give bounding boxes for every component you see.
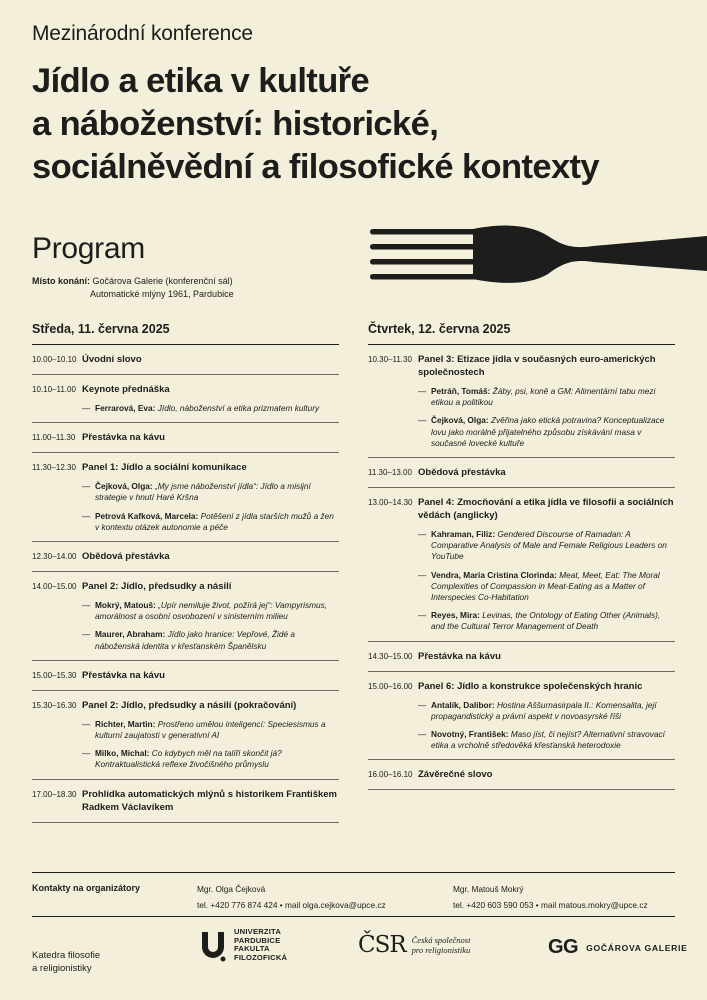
block-title: Úvodní slovo bbox=[82, 354, 142, 365]
talk-item bbox=[418, 610, 675, 632]
dash-icon: — bbox=[82, 600, 91, 611]
block-time: 11.30–12.30 bbox=[32, 463, 76, 473]
conference-subtitle: Mezinárodní konference bbox=[32, 22, 253, 45]
upce-line: FILOZOFICKÁ bbox=[234, 952, 288, 962]
block-title: Panel 1: Jídlo a sociální komunikace bbox=[82, 462, 247, 474]
venue-line-1: Gočárova Galerie (konferenční sál) bbox=[92, 276, 233, 286]
block-title: Prohlídka automatických mlýnů s historikem Františkem Radkem Václavíkem bbox=[82, 788, 337, 813]
block-time: 10.30–11.30 bbox=[368, 355, 412, 364]
block-title: Přestávka na kávu bbox=[82, 669, 165, 681]
csr-line-2: pro religionistiku bbox=[411, 945, 471, 955]
csr-mark: ČSR bbox=[358, 932, 406, 958]
contact-line: tel. +420 603 590 053 • mail matous.mokry@upce.cz bbox=[453, 900, 648, 910]
day-heading: Čtvrtek, 12. června 2025 bbox=[368, 322, 675, 345]
talk-author: Kahraman, Filiz: bbox=[431, 529, 496, 540]
talk-author: Novotný, František: bbox=[431, 729, 509, 740]
block-title: Panel 6: Jídlo a konstrukce společenských hranic bbox=[418, 680, 643, 692]
block-time: 14.00–15.00 bbox=[32, 582, 77, 592]
upce-line: UNIVERZITA bbox=[234, 927, 281, 936]
schedule-block bbox=[32, 542, 339, 572]
day-column-wednesday bbox=[32, 322, 339, 823]
dash-icon: — bbox=[418, 699, 427, 710]
schedule-block bbox=[368, 642, 675, 672]
divider bbox=[32, 916, 675, 917]
dash-icon: — bbox=[418, 529, 427, 540]
block-time: 11.00–11.30 bbox=[32, 433, 76, 443]
dash-icon: — bbox=[82, 718, 91, 729]
title-line-2: a náboženství: historické, bbox=[32, 105, 439, 143]
dash-icon: — bbox=[418, 569, 427, 580]
upce-emblem-icon bbox=[198, 928, 228, 962]
contact-name: Mgr. Olga Čejková bbox=[197, 884, 266, 894]
conference-title bbox=[32, 60, 599, 189]
talk-topic: Co kdybych měl na talíři skončit já? Kontraktualistická reflexe živočišného průmyslu bbox=[95, 748, 282, 770]
schedule-block bbox=[368, 458, 675, 488]
dash-icon: — bbox=[418, 386, 427, 396]
dash-icon: — bbox=[418, 729, 427, 740]
talk-topic: Jídlo, náboženství a etika prizmatem kultury bbox=[157, 403, 320, 413]
talk-topic: „My jsme náboženství jídla“: Jídlo a misijní strategie v hnutí Haré Kršna bbox=[95, 481, 311, 503]
talk-topic: Hostina Aššurnasirpala II.: Komensalita, její propagandistický a právní aspekt v novoasyrské říši bbox=[431, 699, 657, 721]
csr-line-1: Česká společnost bbox=[411, 935, 471, 945]
block-time: 10.10–11.00 bbox=[32, 385, 76, 394]
talk-topic: Prostřeno umělou inteligencí: Speciesismus a kulturní zaujatosti v generativní AI bbox=[95, 718, 326, 741]
block-title: Závěrečné slovo bbox=[418, 769, 493, 781]
schedule-block bbox=[32, 780, 339, 823]
venue bbox=[32, 275, 234, 301]
talk-topic: Maso jíst, či nejíst? Alternativní stravovací etika a vrcholně středověká křesťanská heterodoxie bbox=[431, 729, 665, 751]
schedule-block bbox=[32, 453, 339, 542]
talk-topic: Jídlo jako hranice: Vepřové, Židé a náboženská identita v křesťanském Španělsku bbox=[95, 629, 296, 651]
divider bbox=[32, 872, 675, 873]
dash-icon: — bbox=[82, 629, 91, 640]
day-column-thursday bbox=[368, 322, 675, 790]
block-title: Panel 2: Jídlo, předsudky a násilí (pokračování) bbox=[82, 699, 297, 711]
talk-author: Reyes, Mira: bbox=[431, 610, 480, 621]
gocarova-galerie-logo bbox=[548, 936, 688, 959]
block-title: Panel 4: Zmocňování a etika jídla ve filosofii a sociálních vědách (anglicky) bbox=[418, 497, 674, 522]
talk-author: Antalík, Dalibor: bbox=[431, 699, 495, 710]
block-time: 16.00–16.10 bbox=[368, 770, 413, 780]
schedule-block bbox=[32, 345, 339, 375]
schedule-block bbox=[368, 672, 675, 761]
talk-topic: Potěšení z jídla starších mužů a žen v kontextu otázek autonomie a péče bbox=[95, 510, 334, 532]
upce-line: FAKULTA bbox=[234, 944, 270, 954]
block-title: Panel 2: Jídlo, předsudky a násilí bbox=[82, 581, 232, 593]
contact-line: tel. +420 776 874 424 • mail olga.cejkova@upce.cz bbox=[197, 900, 386, 910]
talk-item bbox=[82, 481, 339, 503]
contacts-label: Kontakty na organizátory bbox=[32, 883, 141, 893]
title-line-1: Jídlo a etika v kultuře bbox=[32, 62, 370, 100]
talk-item bbox=[82, 403, 339, 414]
dash-icon: — bbox=[418, 415, 427, 426]
talk-item bbox=[418, 729, 675, 751]
schedule-block bbox=[32, 691, 339, 780]
block-time: 14.30–15.00 bbox=[368, 651, 413, 661]
schedule-block bbox=[368, 488, 675, 642]
block-title: Obědová přestávka bbox=[418, 467, 506, 479]
katedra-logo bbox=[32, 949, 100, 975]
talk-item bbox=[418, 415, 675, 449]
talk-item bbox=[82, 511, 339, 533]
block-time: 15.00–15.30 bbox=[32, 670, 77, 680]
block-time: 12.30–14.00 bbox=[32, 552, 77, 562]
talk-author: Vendra, Maria Cristina Clorinda: bbox=[431, 569, 557, 580]
block-title: Přestávka na kávu bbox=[418, 650, 501, 662]
upce-line: PARDUBICE bbox=[234, 935, 281, 945]
talk-author: Richter, Martin: bbox=[95, 718, 156, 729]
talk-author: Ferrarová, Eva: bbox=[95, 403, 156, 413]
csr-logo bbox=[358, 932, 470, 958]
talk-item bbox=[418, 386, 675, 408]
schedule-block bbox=[32, 661, 339, 691]
gg-mark: GG bbox=[548, 936, 579, 958]
block-time: 15.00–16.00 bbox=[368, 681, 413, 691]
venue-label: Místo konání: bbox=[32, 276, 90, 286]
dash-icon: — bbox=[82, 403, 91, 413]
talk-item bbox=[82, 629, 339, 651]
block-title: Přestávka na kávu bbox=[82, 432, 165, 444]
block-time: 13.00–14.30 bbox=[368, 498, 413, 508]
contact-person-1 bbox=[197, 881, 386, 913]
block-time: 15.30–16.30 bbox=[32, 700, 77, 710]
talk-item bbox=[82, 719, 339, 741]
talk-author: Petráň, Tomáš: bbox=[431, 386, 491, 396]
upce-logo bbox=[198, 928, 287, 962]
dash-icon: — bbox=[82, 748, 91, 759]
talk-topic: Žáby, psi, koně a GM: Alimentární tabu mezi etikou a politikou bbox=[431, 386, 656, 408]
talk-topic: Levinas, the Ontology of Eating Other (Animals), and the Cultural Terror Management of Death bbox=[431, 610, 661, 632]
katedra-line-2: a religionistiky bbox=[32, 963, 92, 974]
title-line-3: sociálněvědní a filosofické kontexty bbox=[32, 148, 600, 186]
talk-author: Petrová Kafková, Marcela: bbox=[95, 510, 199, 521]
contact-name: Mgr. Matouš Mokrý bbox=[453, 884, 524, 894]
dash-icon: — bbox=[82, 481, 91, 492]
talk-author: Mokrý, Matouš: bbox=[95, 600, 156, 611]
schedule-block bbox=[32, 423, 339, 453]
dash-icon: — bbox=[82, 510, 91, 521]
talk-item bbox=[418, 700, 675, 722]
schedule-block bbox=[32, 572, 339, 661]
schedule-block bbox=[368, 760, 675, 790]
talk-topic: „Upír nemiluje život, požírá jej“: Vampyrismus, amorálnost a osobní osvobození v sinisterním milieu bbox=[95, 600, 328, 622]
talk-item bbox=[418, 570, 675, 604]
talk-author: Čejková, Olga: bbox=[431, 415, 489, 426]
schedule-block bbox=[368, 345, 675, 458]
talk-item bbox=[82, 748, 339, 770]
katedra-line-1: Katedra filosofie bbox=[32, 950, 101, 961]
contact-person-2 bbox=[453, 881, 648, 913]
block-title: Keynote přednáška bbox=[82, 384, 170, 395]
day-heading: Středa, 11. června 2025 bbox=[32, 322, 339, 345]
talk-topic: Gendered Discourse of Ramadan: A Comparative Analysis of Male and Female Religious Leaders on YouTube bbox=[431, 529, 667, 562]
program-heading: Program bbox=[32, 232, 145, 265]
talk-item bbox=[82, 600, 339, 622]
block-time: 11.30–13.00 bbox=[368, 468, 412, 478]
talk-topic: Zvěřina jako etická potravina? Konceptualizace lovu jako morálně přijatelného způsobu získávání masa v současné lovecké kultuře bbox=[431, 415, 665, 448]
block-time: 17.00–18.30 bbox=[32, 789, 77, 799]
talk-author: Čejková, Olga: bbox=[95, 481, 153, 492]
talk-topic: Meat, Meet, Eat: The Moral Complexities of Compassion in Meat-Eating as a Matter of Interspecies Co-Habitation bbox=[431, 569, 660, 603]
venue-line-2: Automatické mlýny 1961, Pardubice bbox=[90, 289, 234, 299]
schedule-block bbox=[32, 375, 339, 423]
talk-item bbox=[418, 529, 675, 563]
fork-icon bbox=[368, 216, 707, 296]
block-title: Obědová přestávka bbox=[82, 551, 170, 563]
gg-text: GOČÁROVA GALERIE bbox=[586, 942, 688, 953]
block-title: Panel 3: Etizace jídla v současných euro-amerických společnostech bbox=[418, 354, 656, 378]
block-time: 10.00–10.10 bbox=[32, 355, 77, 364]
dash-icon: — bbox=[418, 610, 427, 621]
talk-author: Milko, Michal: bbox=[95, 748, 150, 759]
talk-author: Maurer, Abraham: bbox=[95, 629, 166, 640]
